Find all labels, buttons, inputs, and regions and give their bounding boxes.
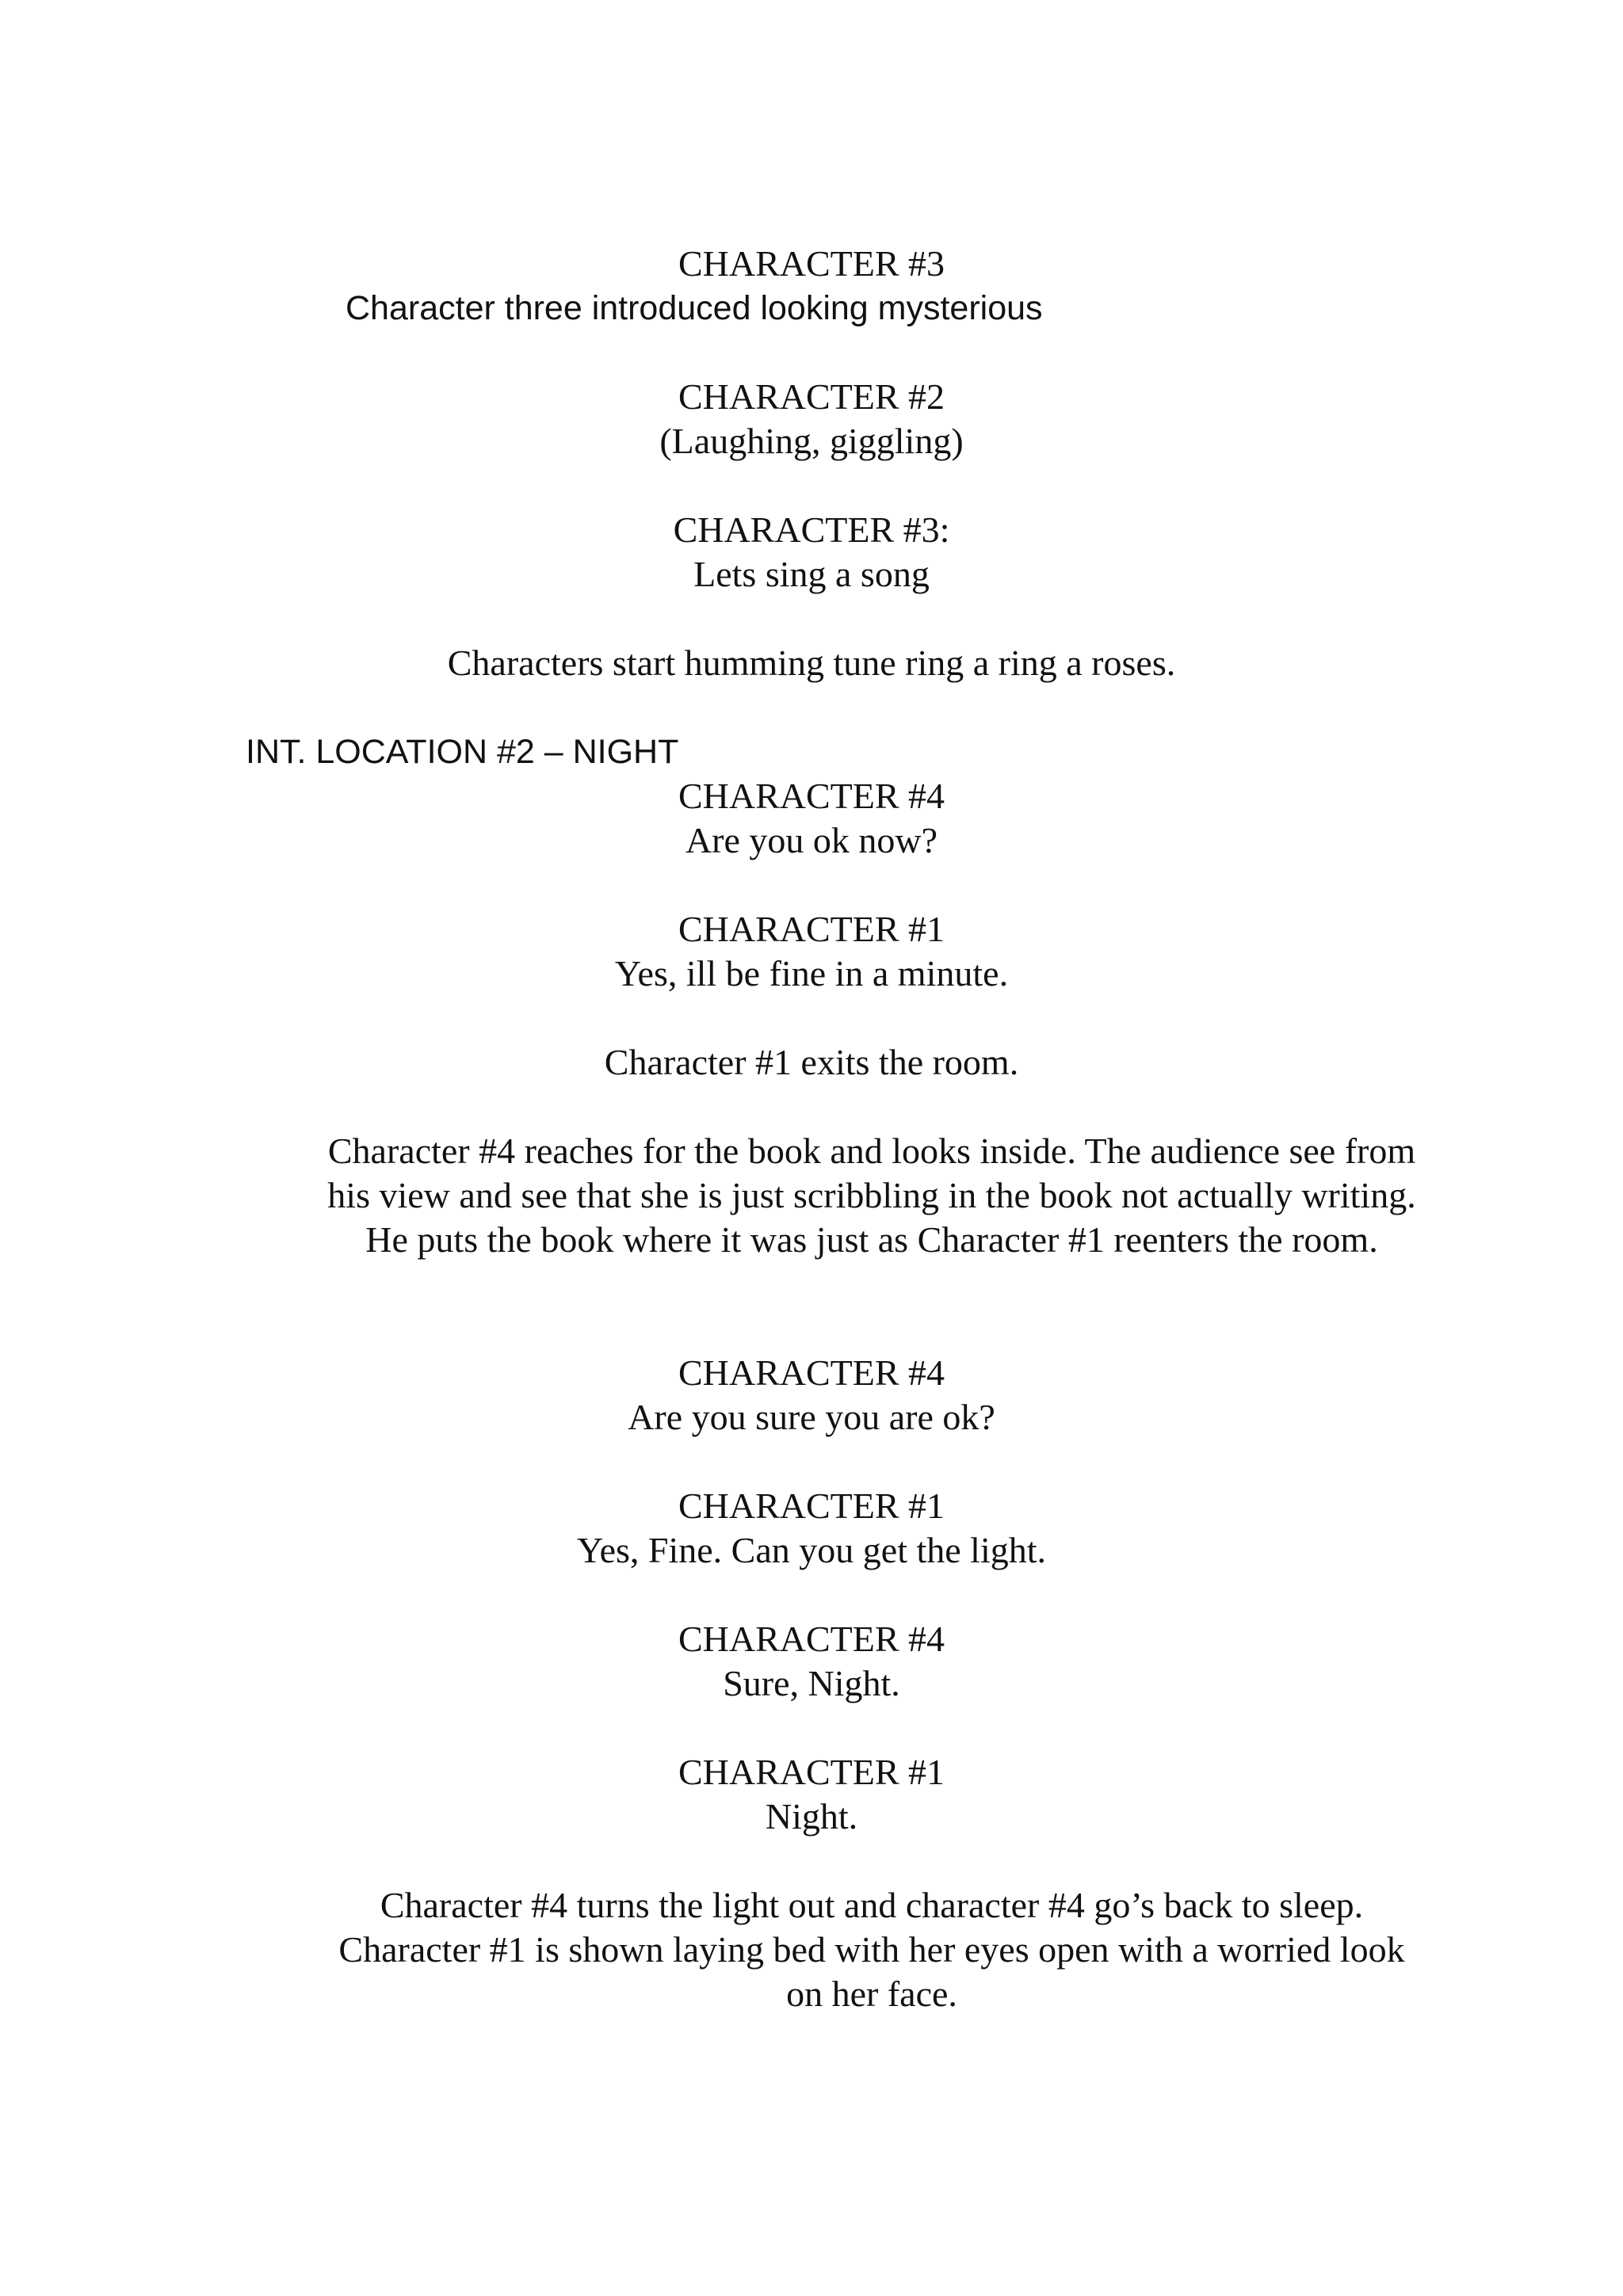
action-line: Character #1 exits the room. [604, 1042, 1019, 1082]
character-cue: CHARACTER #1 [678, 1486, 945, 1526]
scene-heading: INT. LOCATION #2 – NIGHT [246, 733, 679, 771]
dialogue: Night. [765, 1796, 858, 1836]
character-cue: CHARACTER #3: [673, 509, 950, 550]
action-paragraph: Character #4 turns the light out and character #4 go’s back to sleep. Character #1 is shown laying bed with her eyes open with a worried look on her face. [338, 1885, 1405, 2014]
parenthetical: (Laughing, giggling) [659, 421, 964, 461]
dialogue: Yes, Fine. Can you get the light. [576, 1530, 1047, 1570]
dialogue: Are you ok now? [685, 820, 938, 860]
dialogue: Are you sure you are ok? [628, 1397, 995, 1437]
character-cue: CHARACTER #1 [678, 909, 945, 949]
character-cue: CHARACTER #4 [678, 1352, 945, 1393]
character-cue: CHARACTER #4 [678, 1619, 945, 1659]
character-cue: CHARACTER #1 [678, 1752, 945, 1792]
dialogue: Lets sing a song [693, 554, 930, 594]
character-cue: CHARACTER #2 [678, 376, 945, 417]
action-paragraph: Character #4 reaches for the book and looks inside. The audience see from his view and see that she is just scribbling in the book not actually writing. He puts the book where it was just as Character #1 reenters the room. [327, 1131, 1416, 1260]
stage-direction: Character three introduced looking mysterious [346, 289, 1043, 327]
character-cue: CHARACTER #4 [678, 776, 945, 816]
dialogue: Yes, ill be fine in a minute. [614, 953, 1009, 994]
action-line: Characters start humming tune ring a ring a roses. [447, 643, 1176, 683]
character-cue: CHARACTER #3 [678, 243, 945, 284]
dialogue: Sure, Night. [723, 1663, 900, 1703]
